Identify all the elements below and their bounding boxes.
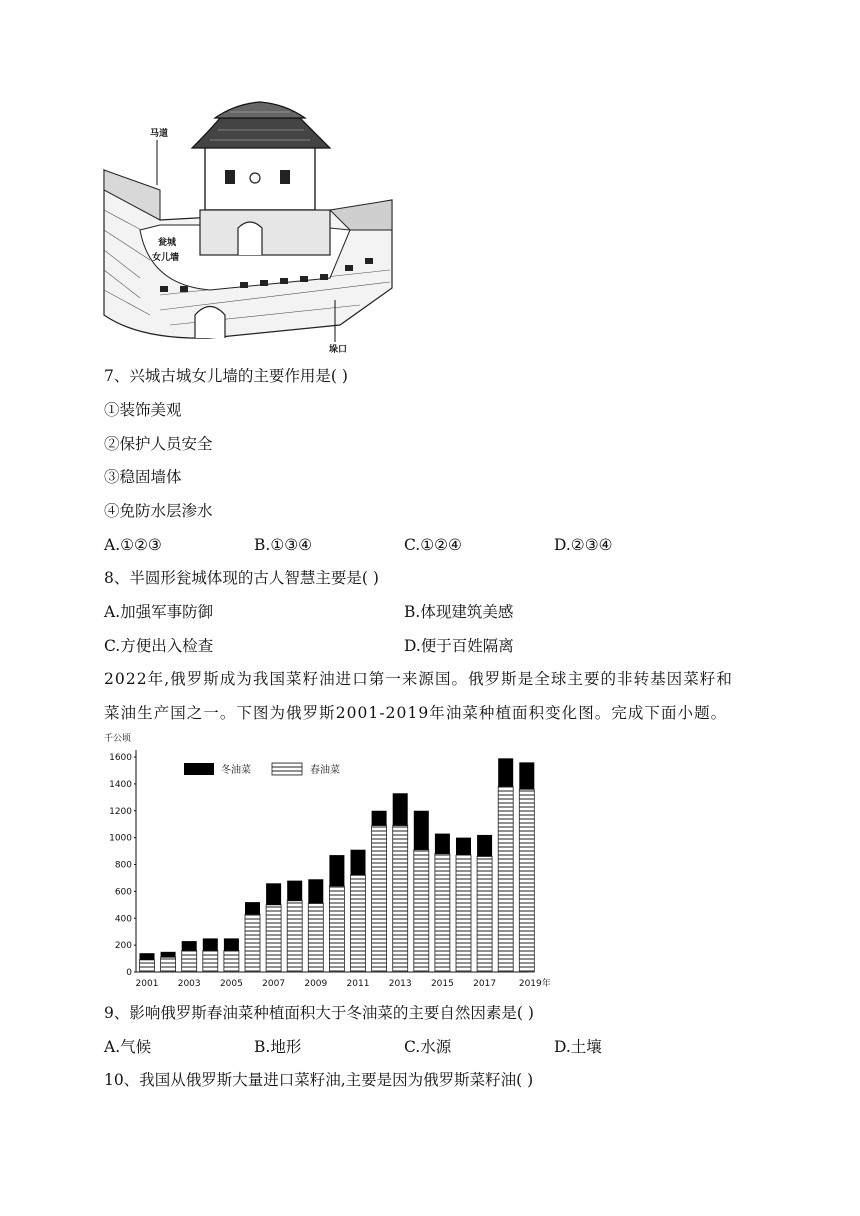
bar-winter-2001 xyxy=(140,953,155,960)
q7-item-4: ④免防水层渗水 xyxy=(104,502,213,520)
intro-line-1: 2022年,俄罗斯成为我国菜籽油进口第一来源国。俄罗斯是全球主要的非转基因菜籽和 xyxy=(104,670,733,688)
bar-spring-2001 xyxy=(140,960,155,972)
y-tick-label: 800 xyxy=(114,860,132,871)
castle-drawing xyxy=(100,100,395,355)
bar-spring-2003 xyxy=(182,951,197,973)
bar-winter-2005 xyxy=(224,938,239,950)
bar-winter-2002 xyxy=(161,952,176,957)
bar-winter-2006 xyxy=(245,902,260,914)
y-tick-label: 1600 xyxy=(109,753,132,763)
intro-line-2: 菜油生产国之一。下图为俄罗斯2001-2019年油菜种植面积变化图。完成下面小题。 xyxy=(104,704,728,722)
legend-label-winter: 冬油菜 xyxy=(221,765,251,776)
y-tick-label: 600 xyxy=(114,887,132,898)
bar-winter-2013 xyxy=(393,793,408,825)
label-duo-kou: 垛口 xyxy=(329,345,348,355)
bar-winter-2007 xyxy=(266,883,281,905)
y-tick-label: 1200 xyxy=(109,806,132,817)
bar-winter-2009 xyxy=(308,879,323,903)
bar-winter-2011 xyxy=(351,850,366,876)
bar-winter-2003 xyxy=(182,941,197,950)
bar-winter-2010 xyxy=(329,855,344,886)
bar-spring-2016 xyxy=(456,855,471,972)
q9-option-b[interactable]: B.地形 xyxy=(254,1038,302,1056)
label-ma-dao: 马道 xyxy=(150,129,169,139)
bar-winter-2017 xyxy=(477,835,492,857)
q7-item-2: ②保护人员安全 xyxy=(104,435,213,453)
q8-option-b[interactable]: B.体现建筑美感 xyxy=(404,603,514,621)
bar-spring-2011 xyxy=(351,875,366,972)
label-nv-er-qiang: 女儿墙 xyxy=(152,253,180,263)
q7-item-1: ①装饰美观 xyxy=(104,401,182,419)
q8-option-d[interactable]: D.便于百姓隔离 xyxy=(404,637,514,655)
legend-swatch-spring xyxy=(272,763,302,775)
y-tick-label: 0 xyxy=(126,968,132,978)
x-tick-label: 2013 xyxy=(388,979,412,989)
bar-winter-2019 xyxy=(519,762,534,789)
castle-illustration xyxy=(100,100,395,355)
x-tick-label: 2005 xyxy=(219,979,243,989)
bar-winter-2008 xyxy=(287,881,302,901)
legend-label-spring: 春油菜 xyxy=(310,765,340,776)
q7-option-a[interactable]: A.①②③ xyxy=(104,536,162,554)
label-weng-cheng: 瓮城 xyxy=(158,238,177,248)
bar-spring-2007 xyxy=(266,905,281,972)
chart-svg xyxy=(100,730,550,992)
bar-winter-2016 xyxy=(456,838,471,855)
legend-swatch-winter xyxy=(184,763,214,775)
bar-spring-2008 xyxy=(287,901,302,972)
q8-stem: 8、半圆形瓮城体现的古人智慧主要是( ) xyxy=(104,569,379,587)
bar-spring-2004 xyxy=(203,951,218,973)
bar-spring-2018 xyxy=(498,787,513,972)
bar-winter-2004 xyxy=(203,938,218,950)
x-tick-label: 2019年 xyxy=(518,979,550,989)
y-tick-label: 400 xyxy=(114,914,132,925)
x-tick-label: 2015 xyxy=(430,979,454,989)
x-tick-label: 2017 xyxy=(473,979,497,989)
y-tick-label: 1000 xyxy=(109,833,132,844)
q7-option-b[interactable]: B.①③④ xyxy=(254,536,313,554)
bar-spring-2006 xyxy=(245,914,260,972)
q9-option-c[interactable]: C.水源 xyxy=(404,1038,452,1056)
x-tick-label: 2011 xyxy=(346,979,370,989)
bar-spring-2005 xyxy=(224,951,239,973)
bar-spring-2009 xyxy=(308,903,323,972)
x-tick-label: 2009 xyxy=(304,979,328,989)
q10-stem: 10、我国从俄罗斯大量进口菜籽油,主要是因为俄罗斯菜籽油( ) xyxy=(104,1071,534,1089)
q9-stem: 9、影响俄罗斯春油菜种植面积大于冬油菜的主要自然因素是( ) xyxy=(104,1004,534,1022)
q8-option-a[interactable]: A.加强军事防御 xyxy=(104,603,214,621)
bar-spring-2013 xyxy=(393,826,408,972)
y-axis-label: 千公顷 xyxy=(104,734,132,744)
y-tick-label: 1400 xyxy=(109,779,132,790)
bar-winter-2014 xyxy=(414,811,429,850)
x-tick-label: 2007 xyxy=(262,979,286,989)
q9-option-a[interactable]: A.气候 xyxy=(104,1038,152,1056)
bar-spring-2015 xyxy=(435,854,450,972)
bar-spring-2014 xyxy=(414,850,429,972)
q8-option-c[interactable]: C.方便出入检查 xyxy=(104,637,214,655)
bar-winter-2015 xyxy=(435,834,450,854)
q7-option-d[interactable]: D.②③④ xyxy=(554,536,613,554)
x-tick-label: 2001 xyxy=(135,979,159,989)
q9-option-d[interactable]: D.土壤 xyxy=(554,1038,602,1056)
bar-spring-2017 xyxy=(477,856,492,972)
bar-winter-2012 xyxy=(372,811,387,826)
bar-spring-2010 xyxy=(329,886,344,972)
bar-winter-2018 xyxy=(498,758,513,786)
q7-stem: 7、兴城古城女儿墙的主要作用是( ) xyxy=(104,367,348,385)
bar-spring-2019 xyxy=(519,789,534,972)
x-tick-label: 2003 xyxy=(177,979,201,989)
q7-option-c[interactable]: C.①②④ xyxy=(404,536,462,554)
bar-spring-2002 xyxy=(161,957,176,972)
rapeseed-area-chart xyxy=(100,730,550,992)
q7-item-3: ③稳固墙体 xyxy=(104,468,182,486)
y-tick-label: 200 xyxy=(114,941,132,952)
bar-spring-2012 xyxy=(372,826,387,972)
